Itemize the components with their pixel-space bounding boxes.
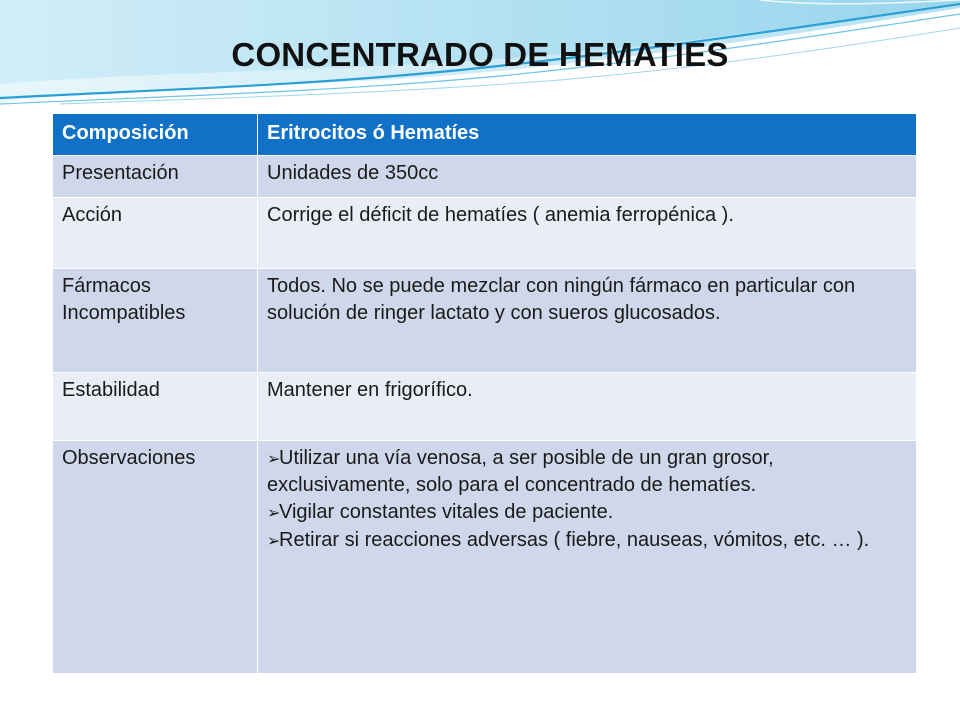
table-row — [53, 198, 917, 269]
row-label-farmacos-line1: Fármacos — [62, 275, 151, 297]
bullet-item — [267, 445, 908, 499]
info-table — [52, 113, 917, 674]
arrow-bullet-icon: ➢ — [267, 451, 281, 468]
bullet-item — [267, 527, 908, 554]
row-label-farmacos-line2: Incompatibles — [62, 302, 186, 325]
header-value-cell: Eritrocitos ó Hematíes — [258, 114, 917, 156]
table-row — [53, 441, 917, 674]
bullet-text: Retirar si reacciones adversas ( fiebre, nauseas, vómitos, etc. … ). — [279, 528, 870, 551]
bullet-text: Vigilar constantes vitales de paciente. — [279, 501, 614, 524]
row-value-presentacion: Unidades de 350cc — [258, 156, 917, 198]
table-row — [53, 373, 917, 441]
table-row — [53, 269, 917, 373]
row-value-farmacos: Todos. No se puede mezclar con ningún fármaco en particular con solución de ringer lactato y con sueros glucosados. — [258, 269, 917, 373]
arrow-bullet-icon: ➢ — [267, 532, 281, 550]
arrow-bullet-icon: ➢ — [267, 505, 281, 523]
header-label-cell: Composición — [53, 114, 258, 156]
row-label-farmacos — [53, 269, 258, 373]
bullet-text: Utilizar una vía venosa, a ser posible de un gran grosor, exclusivamente, solo para el concentrado de hematíes. — [267, 447, 774, 497]
table-row — [53, 156, 917, 198]
slide-title: CONCENTRADO DE HEMATIES — [231, 36, 729, 73]
row-value-observaciones — [258, 441, 917, 674]
row-value-estabilidad: Mantener en frigorífico. — [258, 373, 917, 441]
row-label-observaciones: Observaciones — [53, 441, 258, 674]
table-header-row — [53, 114, 917, 156]
bullet-item — [267, 499, 908, 526]
row-label-estabilidad: Estabilidad — [53, 373, 258, 441]
row-value-accion: Corrige el déficit de hematíes ( anemia ferropénica ). — [258, 198, 917, 269]
row-label-presentacion: Presentación — [53, 156, 258, 198]
row-label-accion: Acción — [53, 198, 258, 269]
